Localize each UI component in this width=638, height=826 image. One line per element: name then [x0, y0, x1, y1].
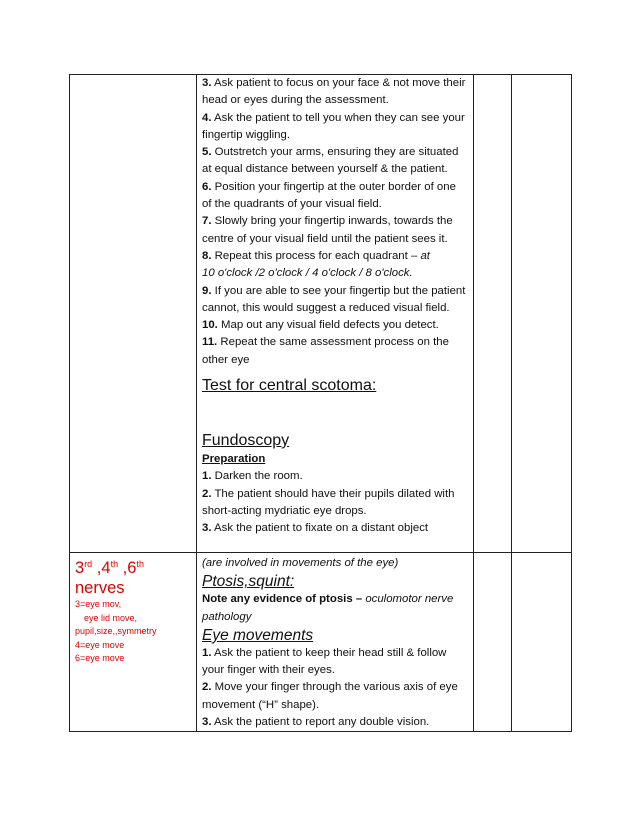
step-number: 2. — [202, 681, 212, 694]
scotoma-heading: Test for central scotoma: — [202, 377, 377, 395]
procedure-content — [197, 553, 473, 731]
procedure-content — [197, 75, 473, 538]
nerve-notes — [70, 598, 196, 666]
step-text: The patient should have their pupils dilated with short-acting mydriatic eye drops. — [202, 487, 455, 517]
check-cell — [474, 553, 512, 732]
step-text: Position your fingertip at the outer border of one of the quadrants of your visual field. — [202, 180, 456, 211]
nerve-number: ,4 — [92, 559, 111, 577]
procedure-cell — [197, 553, 474, 732]
step-number: 2. — [202, 487, 212, 500]
comment-cell — [512, 75, 572, 553]
ptosis-note — [202, 591, 467, 626]
ptosis-heading: Ptosis,squint: — [202, 573, 295, 591]
nerve-suffix: rd — [84, 559, 93, 569]
nerve-number: ,6 — [118, 559, 137, 577]
step-item — [202, 213, 467, 248]
nerve-number: 3 — [75, 559, 85, 577]
intro-text: (are involved in movements of the eye) — [202, 557, 399, 569]
visual-field-steps-continued — [202, 283, 467, 369]
step-8 — [202, 248, 467, 283]
step-number: 9. — [202, 284, 212, 297]
nerve-suffix: th — [110, 559, 119, 569]
step-number: 1. — [202, 646, 212, 659]
step-text: Ask the patient to keep their head still & follow your finger with their eyes. — [202, 646, 447, 677]
step-number: 4. — [202, 111, 212, 124]
step-text: If you are able to see your fingertip but the patient cannot, this would suggest a reduced visual field. — [202, 284, 466, 314]
ptosis-note-italic: oculomotor nerve pathology — [202, 593, 454, 623]
eye-movements-heading: Eye movements — [202, 626, 314, 644]
step-item — [202, 520, 467, 537]
step-item — [202, 645, 467, 680]
table-row — [70, 553, 572, 732]
step-item — [202, 486, 467, 521]
nerve-note: 6=eye move — [75, 653, 125, 663]
nerve-title — [70, 553, 196, 598]
step-item — [202, 75, 467, 110]
procedure-cell — [197, 75, 474, 553]
step-text: Repeat the same assessment process on the other eye — [202, 336, 449, 366]
step-text: Ask the patient to tell you when they can see your fingertip wiggling. — [202, 111, 465, 141]
clock-positions: 10 o'clock /2 o'clock / 4 o'clock / 8 o'clock. — [202, 267, 413, 280]
step-number: 1. — [202, 470, 212, 483]
step-text-italic: at — [420, 249, 430, 262]
step-item — [202, 317, 467, 334]
step-number: 7. — [202, 215, 212, 228]
step-number: 3. — [202, 716, 212, 729]
nerve-note: 3=eye mov, — [75, 599, 122, 609]
exam-table — [69, 74, 572, 732]
nerve-suffix: th — [136, 559, 144, 569]
nerve-note: pupil,size,,symmetry — [75, 626, 157, 636]
preparation-steps — [202, 468, 467, 537]
step-item — [202, 714, 467, 731]
preparation-label: Preparation — [202, 453, 266, 466]
step-text: Ask patient to focus on your face & not move their head or eyes during the assessment. — [202, 77, 466, 107]
step-text: Slowly bring your fingertip inwards, towards the centre of your visual field until the patient sees it. — [202, 215, 453, 245]
step-item — [202, 110, 467, 145]
step-text: Map out any visual field defects you detect. — [217, 319, 439, 332]
comment-cell — [512, 553, 572, 732]
check-cell — [474, 75, 512, 553]
step-text: Repeat this process for each quadrant – — [211, 249, 421, 262]
nerve-note: 4=eye move — [75, 639, 125, 650]
step-number: 3. — [202, 522, 212, 535]
nerve-word: nerves — [75, 579, 125, 597]
nerve-note: eye lid move, — [84, 612, 138, 623]
step-item — [202, 679, 467, 714]
table-row — [70, 75, 572, 553]
nerve-cell — [70, 553, 197, 732]
step-item — [202, 468, 467, 485]
step-number: 3. — [202, 77, 212, 89]
step-item — [202, 179, 467, 214]
step-text: Ask the patient to report any double vision. — [211, 716, 430, 729]
step-text: Darken the room. — [211, 470, 303, 483]
step-text: Outstretch your arms, ensuring they are situated at equal distance between yourself & the patient. — [202, 146, 459, 176]
step-text: Move your finger through the various axis of eye movement (“H” shape). — [202, 681, 458, 711]
step-item — [202, 334, 467, 369]
eye-movement-steps — [202, 645, 467, 731]
step-item — [202, 144, 467, 179]
nerve-cell-empty — [70, 75, 197, 553]
step-number: 5. — [202, 146, 212, 159]
fundoscopy-heading: Fundoscopy — [202, 432, 290, 450]
step-text: Ask the patient to fixate on a distant object — [211, 522, 429, 535]
visual-field-steps — [202, 75, 467, 248]
step-number: 10. — [202, 319, 218, 332]
step-item — [202, 283, 467, 318]
ptosis-note-bold: Note any evidence of ptosis – — [202, 593, 363, 606]
step-number: 11. — [202, 336, 218, 349]
step-number: 6. — [202, 180, 212, 193]
step-number: 8. — [202, 249, 212, 262]
